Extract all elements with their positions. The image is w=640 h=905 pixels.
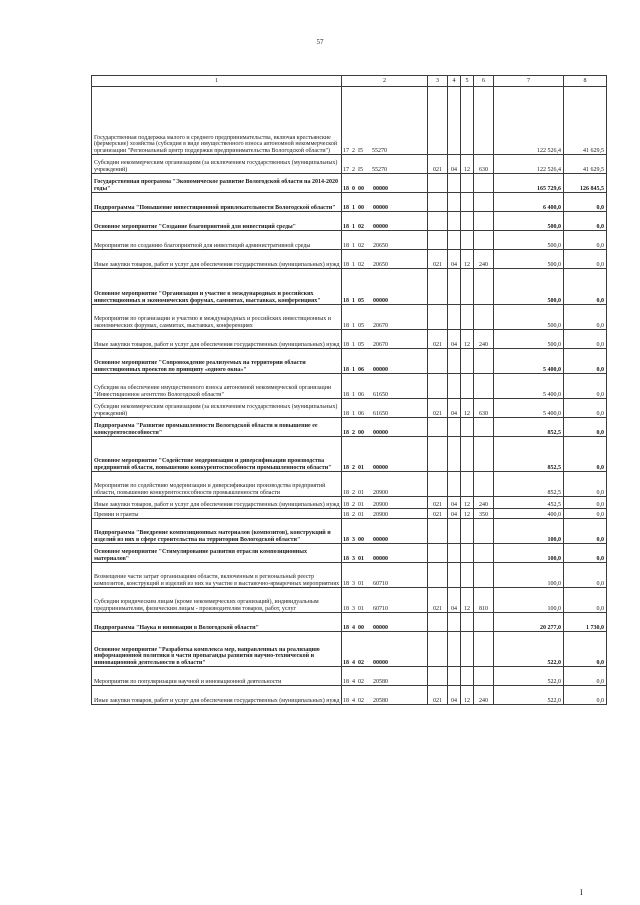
amount-year1-cell: 100,0 [494, 519, 564, 544]
section-code-cell [448, 231, 461, 250]
ministry-code-cell [428, 174, 448, 193]
expense-type-cell [474, 632, 494, 667]
subsection-code-cell [461, 613, 474, 632]
subsection-code-cell [461, 418, 474, 437]
section-code-cell [448, 349, 461, 374]
row-name-cell: Основное мероприятие "Сопровождение реализуемых на территории области инвестиционных проектов по принципу «одного окна»" [92, 349, 342, 374]
subsection-code-cell [461, 349, 474, 374]
ministry-code-cell [428, 613, 448, 632]
section-code-cell [448, 632, 461, 667]
row-name-cell: Субсидии некоммерческим организациям (за исключением государственных (муниципальных) учреждений) [92, 399, 342, 418]
budget-code-cell: 18 1 05 20670 [342, 330, 428, 349]
amount-year1-cell: 5 400,0 [494, 374, 564, 399]
amount-year1-cell: 522,0 [494, 667, 564, 686]
expense-type-cell [474, 305, 494, 330]
expense-type-cell [474, 437, 494, 472]
budget-code-cell: 18 1 02 00000 [342, 212, 428, 231]
column-header: 1 [92, 76, 342, 87]
budget-code-cell: 18 4 00 00000 [342, 613, 428, 632]
expense-type-cell: 240 [474, 686, 494, 705]
corner-mark: I [580, 888, 583, 897]
section-code-cell [448, 667, 461, 686]
ministry-code-cell [428, 437, 448, 472]
amount-year1-cell: 165 729,6 [494, 174, 564, 193]
table-row [92, 87, 607, 155]
expense-type-cell [474, 613, 494, 632]
subsection-code-cell [461, 544, 474, 563]
budget-code-cell: 18 2 00 00000 [342, 418, 428, 437]
row-name-cell: Премии и гранты [92, 509, 342, 519]
amount-year2-cell: 0,0 [564, 330, 607, 349]
row-name-cell: Основное мероприятие "Создание благоприятной для инвестиций среды" [92, 212, 342, 231]
amount-year1-cell: 100,0 [494, 588, 564, 613]
amount-year1-cell: 500,0 [494, 212, 564, 231]
budget-code-cell: 18 1 05 20670 [342, 305, 428, 330]
row-name-cell: Государственная программа "Экономическое развитие Вологодской области на 2014-2020 годы" [92, 174, 342, 193]
ministry-code-cell: 021 [428, 399, 448, 418]
expense-type-cell [474, 544, 494, 563]
section-code-cell [448, 613, 461, 632]
budget-code-cell: 18 3 01 00000 [342, 544, 428, 563]
expense-type-cell [474, 212, 494, 231]
ministry-code-cell [428, 231, 448, 250]
row-name-cell: Иные закупки товаров, работ и услуг для обеспечения государственных (муниципальных) нужд [92, 330, 342, 349]
subsection-code-cell [461, 563, 474, 588]
subsection-code-cell: 12 [461, 330, 474, 349]
row-name-cell: Основное мероприятие "Организация и участие в международных и российских инвестиционных и экономических форумах, саммитах, выставках, конференциях" [92, 269, 342, 305]
section-code-cell [448, 305, 461, 330]
ministry-code-cell [428, 418, 448, 437]
section-code-cell [448, 193, 461, 212]
expense-type-cell [474, 472, 494, 497]
amount-year2-cell: 0,0 [564, 418, 607, 437]
expense-type-cell [474, 193, 494, 212]
table-row [92, 269, 607, 305]
ministry-code-cell [428, 632, 448, 667]
amount-year1-cell: 100,0 [494, 563, 564, 588]
row-name-cell: Мероприятия по организации и участию в международных и российских инвестиционных и экономических форумах, саммитах, выставках, конференциях [92, 305, 342, 330]
table-row [92, 519, 607, 544]
budget-code-cell: 18 2 01 20900 [342, 509, 428, 519]
table-header-row [92, 76, 607, 87]
table-row [92, 686, 607, 705]
ministry-code-cell [428, 472, 448, 497]
expense-type-cell: 350 [474, 509, 494, 519]
subsection-code-cell [461, 472, 474, 497]
row-name-cell: Субсидии некоммерческим организациям (за исключением государственных (муниципальных) учреждений) [92, 155, 342, 174]
row-name-cell: Субсидии юридическим лицам (кроме некоммерческих организаций), индивидуальным предпринимателям, физическим лицам - производителям товаров, работ, услуг [92, 588, 342, 613]
amount-year1-cell: 852,5 [494, 437, 564, 472]
table-row [92, 667, 607, 686]
row-name-cell: Основное мероприятие "Содействие модернизации и диверсификации производства предприятий области, повышению конкурентоспособности промышленности области" [92, 437, 342, 472]
amount-year2-cell: 0,0 [564, 588, 607, 613]
expense-type-cell: 240 [474, 330, 494, 349]
budget-code-cell: 18 2 01 20900 [342, 472, 428, 497]
budget-code-cell: 18 4 02 20580 [342, 686, 428, 705]
table-row [92, 472, 607, 497]
section-code-cell [448, 519, 461, 544]
expense-type-cell: 630 [474, 155, 494, 174]
amount-year2-cell: 0,0 [564, 667, 607, 686]
row-name-cell: Мероприятия по созданию благоприятной для инвестиций административной среды [92, 231, 342, 250]
budget-code-cell: 18 4 02 20580 [342, 667, 428, 686]
ministry-code-cell [428, 349, 448, 374]
amount-year1-cell: 522,0 [494, 632, 564, 667]
section-code-cell: 04 [448, 497, 461, 509]
ministry-code-cell: 021 [428, 155, 448, 174]
row-name-cell: Субсидия на обеспечение имущественного взноса автономной некоммерческой организации "Инвестиционное агентство Вологодской области" [92, 374, 342, 399]
amount-year1-cell: 20 277,0 [494, 613, 564, 632]
expense-type-cell [474, 563, 494, 588]
ministry-code-cell [428, 563, 448, 588]
expense-type-cell: 810 [474, 588, 494, 613]
expense-type-cell [474, 519, 494, 544]
section-code-cell [448, 437, 461, 472]
subsection-code-cell [461, 519, 474, 544]
subsection-code-cell [461, 269, 474, 305]
budget-code-cell: 17 2 I5 55270 [342, 87, 428, 155]
table-row [92, 544, 607, 563]
amount-year2-cell: 41 629,5 [564, 155, 607, 174]
section-code-cell [448, 87, 461, 155]
table-row [92, 174, 607, 193]
budget-code-cell: 18 1 02 20650 [342, 250, 428, 269]
amount-year1-cell: 500,0 [494, 269, 564, 305]
table-row [92, 250, 607, 269]
subsection-code-cell [461, 667, 474, 686]
budget-code-cell: 18 1 00 00000 [342, 193, 428, 212]
section-code-cell: 04 [448, 686, 461, 705]
row-name-cell: Иные закупки товаров, работ и услуг для обеспечения государственных (муниципальных) нужд [92, 497, 342, 509]
ministry-code-cell [428, 87, 448, 155]
expense-type-cell [474, 374, 494, 399]
column-header: 2 [342, 76, 428, 87]
table-row [92, 231, 607, 250]
table-row [92, 193, 607, 212]
amount-year2-cell: 0,0 [564, 212, 607, 231]
expense-type-cell [474, 174, 494, 193]
table-row [92, 509, 607, 519]
amount-year2-cell: 0,0 [564, 563, 607, 588]
ministry-code-cell: 021 [428, 588, 448, 613]
subsection-code-cell: 12 [461, 497, 474, 509]
amount-year1-cell: 400,0 [494, 509, 564, 519]
amount-year2-cell: 0,0 [564, 374, 607, 399]
section-code-cell: 04 [448, 250, 461, 269]
row-name-cell: Мероприятия по содействию модернизации и диверсификации производства предприятий области, повышению конкурентоспособности промышленности области [92, 472, 342, 497]
row-name-cell: Подпрограмма "Развитие промышленности Вологодской области и повышение ее конкурентоспособности" [92, 418, 342, 437]
subsection-code-cell [461, 632, 474, 667]
section-code-cell [448, 374, 461, 399]
budget-code-cell: 18 0 00 00000 [342, 174, 428, 193]
column-header: 8 [564, 76, 607, 87]
table-row [92, 155, 607, 174]
amount-year1-cell: 852,5 [494, 472, 564, 497]
amount-year1-cell: 5 400,0 [494, 399, 564, 418]
table-row [92, 588, 607, 613]
subsection-code-cell: 12 [461, 155, 474, 174]
section-code-cell: 04 [448, 588, 461, 613]
amount-year1-cell: 452,5 [494, 497, 564, 509]
amount-year2-cell: 0,0 [564, 193, 607, 212]
ministry-code-cell [428, 269, 448, 305]
table-row [92, 330, 607, 349]
row-name-cell: Подпрограмма "Повышение инвестиционной привлекательности Вологодской области" [92, 193, 342, 212]
table-row [92, 497, 607, 509]
ministry-code-cell [428, 193, 448, 212]
ministry-code-cell [428, 212, 448, 231]
amount-year2-cell: 1 730,0 [564, 613, 607, 632]
subsection-code-cell [461, 231, 474, 250]
section-code-cell [448, 269, 461, 305]
budget-code-cell: 18 4 02 00000 [342, 632, 428, 667]
column-header: 4 [448, 76, 461, 87]
subsection-code-cell: 12 [461, 250, 474, 269]
ministry-code-cell: 021 [428, 250, 448, 269]
expense-type-cell [474, 87, 494, 155]
budget-code-cell: 18 3 00 00000 [342, 519, 428, 544]
expense-type-cell [474, 418, 494, 437]
budget-code-cell: 18 1 05 00000 [342, 269, 428, 305]
amount-year2-cell: 41 629,5 [564, 87, 607, 155]
ministry-code-cell [428, 374, 448, 399]
amount-year2-cell: 0,0 [564, 544, 607, 563]
amount-year2-cell: 0,0 [564, 231, 607, 250]
table-row [92, 563, 607, 588]
table-row [92, 399, 607, 418]
subsection-code-cell: 12 [461, 588, 474, 613]
budget-code-cell: 18 2 01 00000 [342, 437, 428, 472]
row-name-cell: Основное мероприятие "Стимулирование развития отрасли композиционных материалов" [92, 544, 342, 563]
subsection-code-cell: 12 [461, 686, 474, 705]
amount-year1-cell: 100,0 [494, 544, 564, 563]
budget-code-cell: 18 1 06 61650 [342, 374, 428, 399]
amount-year2-cell: 0,0 [564, 399, 607, 418]
column-header: 5 [461, 76, 474, 87]
amount-year2-cell: 0,0 [564, 269, 607, 305]
amount-year2-cell: 0,0 [564, 519, 607, 544]
amount-year2-cell: 0,0 [564, 509, 607, 519]
amount-year2-cell: 126 845,5 [564, 174, 607, 193]
row-name-cell: Подпрограмма "Внедрение композиционных материалов (композитов), конструкций и изделий из них в сфере строительства на территории Вологодской области" [92, 519, 342, 544]
ministry-code-cell [428, 305, 448, 330]
amount-year1-cell: 122 526,4 [494, 87, 564, 155]
subsection-code-cell [461, 437, 474, 472]
row-name-cell: Государственная поддержка малого и среднего предпринимательства, включая крестьянские (фермерские) хозяйства (субсидия в виде имущественного взноса автономной некоммерческой организации "Региональный центр поддержки предпринимательства Вологодской области") [92, 87, 342, 155]
row-name-cell: Возмещение части затрат организациям области, включенным в региональный реестр композитов, конструкций и изделий из них на участие в выставочно-ярмарочных мероприятиях [92, 563, 342, 588]
ministry-code-cell [428, 519, 448, 544]
section-code-cell [448, 212, 461, 231]
amount-year1-cell: 500,0 [494, 231, 564, 250]
budget-code-cell: 18 2 01 20900 [342, 497, 428, 509]
table-row [92, 613, 607, 632]
budget-code-cell: 18 1 06 00000 [342, 349, 428, 374]
amount-year1-cell: 500,0 [494, 305, 564, 330]
row-name-cell: Основное мероприятие "Разработка комплекса мер, направленных на реализацию информационной политики в части пропаганды развития научно-технической и инновационной деятельности в области" [92, 632, 342, 667]
budget-table [91, 75, 607, 705]
amount-year2-cell: 0,0 [564, 349, 607, 374]
ministry-code-cell: 021 [428, 497, 448, 509]
expense-type-cell [474, 667, 494, 686]
amount-year1-cell: 5 400,0 [494, 349, 564, 374]
budget-code-cell: 18 3 01 60710 [342, 588, 428, 613]
subsection-code-cell: 12 [461, 509, 474, 519]
amount-year2-cell: 0,0 [564, 250, 607, 269]
table-row [92, 632, 607, 667]
row-name-cell: Иные закупки товаров, работ и услуг для обеспечения государственных (муниципальных) нужд [92, 250, 342, 269]
amount-year2-cell: 0,0 [564, 437, 607, 472]
amount-year2-cell: 0,0 [564, 686, 607, 705]
table-row [92, 349, 607, 374]
amount-year1-cell: 500,0 [494, 330, 564, 349]
section-code-cell [448, 418, 461, 437]
section-code-cell [448, 174, 461, 193]
page-number: 57 [316, 38, 324, 46]
budget-code-cell: 18 1 02 20650 [342, 231, 428, 250]
ministry-code-cell: 021 [428, 509, 448, 519]
table-row [92, 437, 607, 472]
expense-type-cell [474, 231, 494, 250]
amount-year1-cell: 852,5 [494, 418, 564, 437]
subsection-code-cell [461, 174, 474, 193]
ministry-code-cell: 021 [428, 686, 448, 705]
ministry-code-cell [428, 667, 448, 686]
subsection-code-cell [461, 193, 474, 212]
table-row [92, 418, 607, 437]
expense-type-cell: 240 [474, 497, 494, 509]
budget-code-cell: 17 2 I5 55270 [342, 155, 428, 174]
expense-type-cell [474, 269, 494, 305]
row-name-cell: Мероприятия по популяризации научной и инновационной деятельности [92, 667, 342, 686]
section-code-cell: 04 [448, 330, 461, 349]
amount-year1-cell: 522,0 [494, 686, 564, 705]
column-header: 6 [474, 76, 494, 87]
subsection-code-cell: 12 [461, 399, 474, 418]
section-code-cell [448, 563, 461, 588]
subsection-code-cell [461, 305, 474, 330]
amount-year2-cell: 0,0 [564, 472, 607, 497]
column-header: 3 [428, 76, 448, 87]
subsection-code-cell [461, 212, 474, 231]
expense-type-cell: 630 [474, 399, 494, 418]
budget-code-cell: 18 1 06 61650 [342, 399, 428, 418]
row-name-cell: Подпрограмма "Наука и инновации в Вологодской области" [92, 613, 342, 632]
amount-year2-cell: 0,0 [564, 305, 607, 330]
section-code-cell: 04 [448, 155, 461, 174]
amount-year1-cell: 6 400,0 [494, 193, 564, 212]
section-code-cell: 04 [448, 399, 461, 418]
budget-code-cell: 18 3 01 60710 [342, 563, 428, 588]
ministry-code-cell: 021 [428, 330, 448, 349]
amount-year2-cell: 0,0 [564, 497, 607, 509]
table-row [92, 374, 607, 399]
expense-type-cell [474, 349, 494, 374]
table-row [92, 305, 607, 330]
section-code-cell [448, 544, 461, 563]
ministry-code-cell [428, 544, 448, 563]
row-name-cell: Иные закупки товаров, работ и услуг для обеспечения государственных (муниципальных) нужд [92, 686, 342, 705]
amount-year1-cell: 122 526,4 [494, 155, 564, 174]
table-row [92, 212, 607, 231]
section-code-cell: 04 [448, 509, 461, 519]
expense-type-cell: 240 [474, 250, 494, 269]
section-code-cell [448, 472, 461, 497]
column-header: 7 [494, 76, 564, 87]
subsection-code-cell [461, 374, 474, 399]
amount-year1-cell: 500,0 [494, 250, 564, 269]
subsection-code-cell [461, 87, 474, 155]
amount-year2-cell: 0,0 [564, 632, 607, 667]
